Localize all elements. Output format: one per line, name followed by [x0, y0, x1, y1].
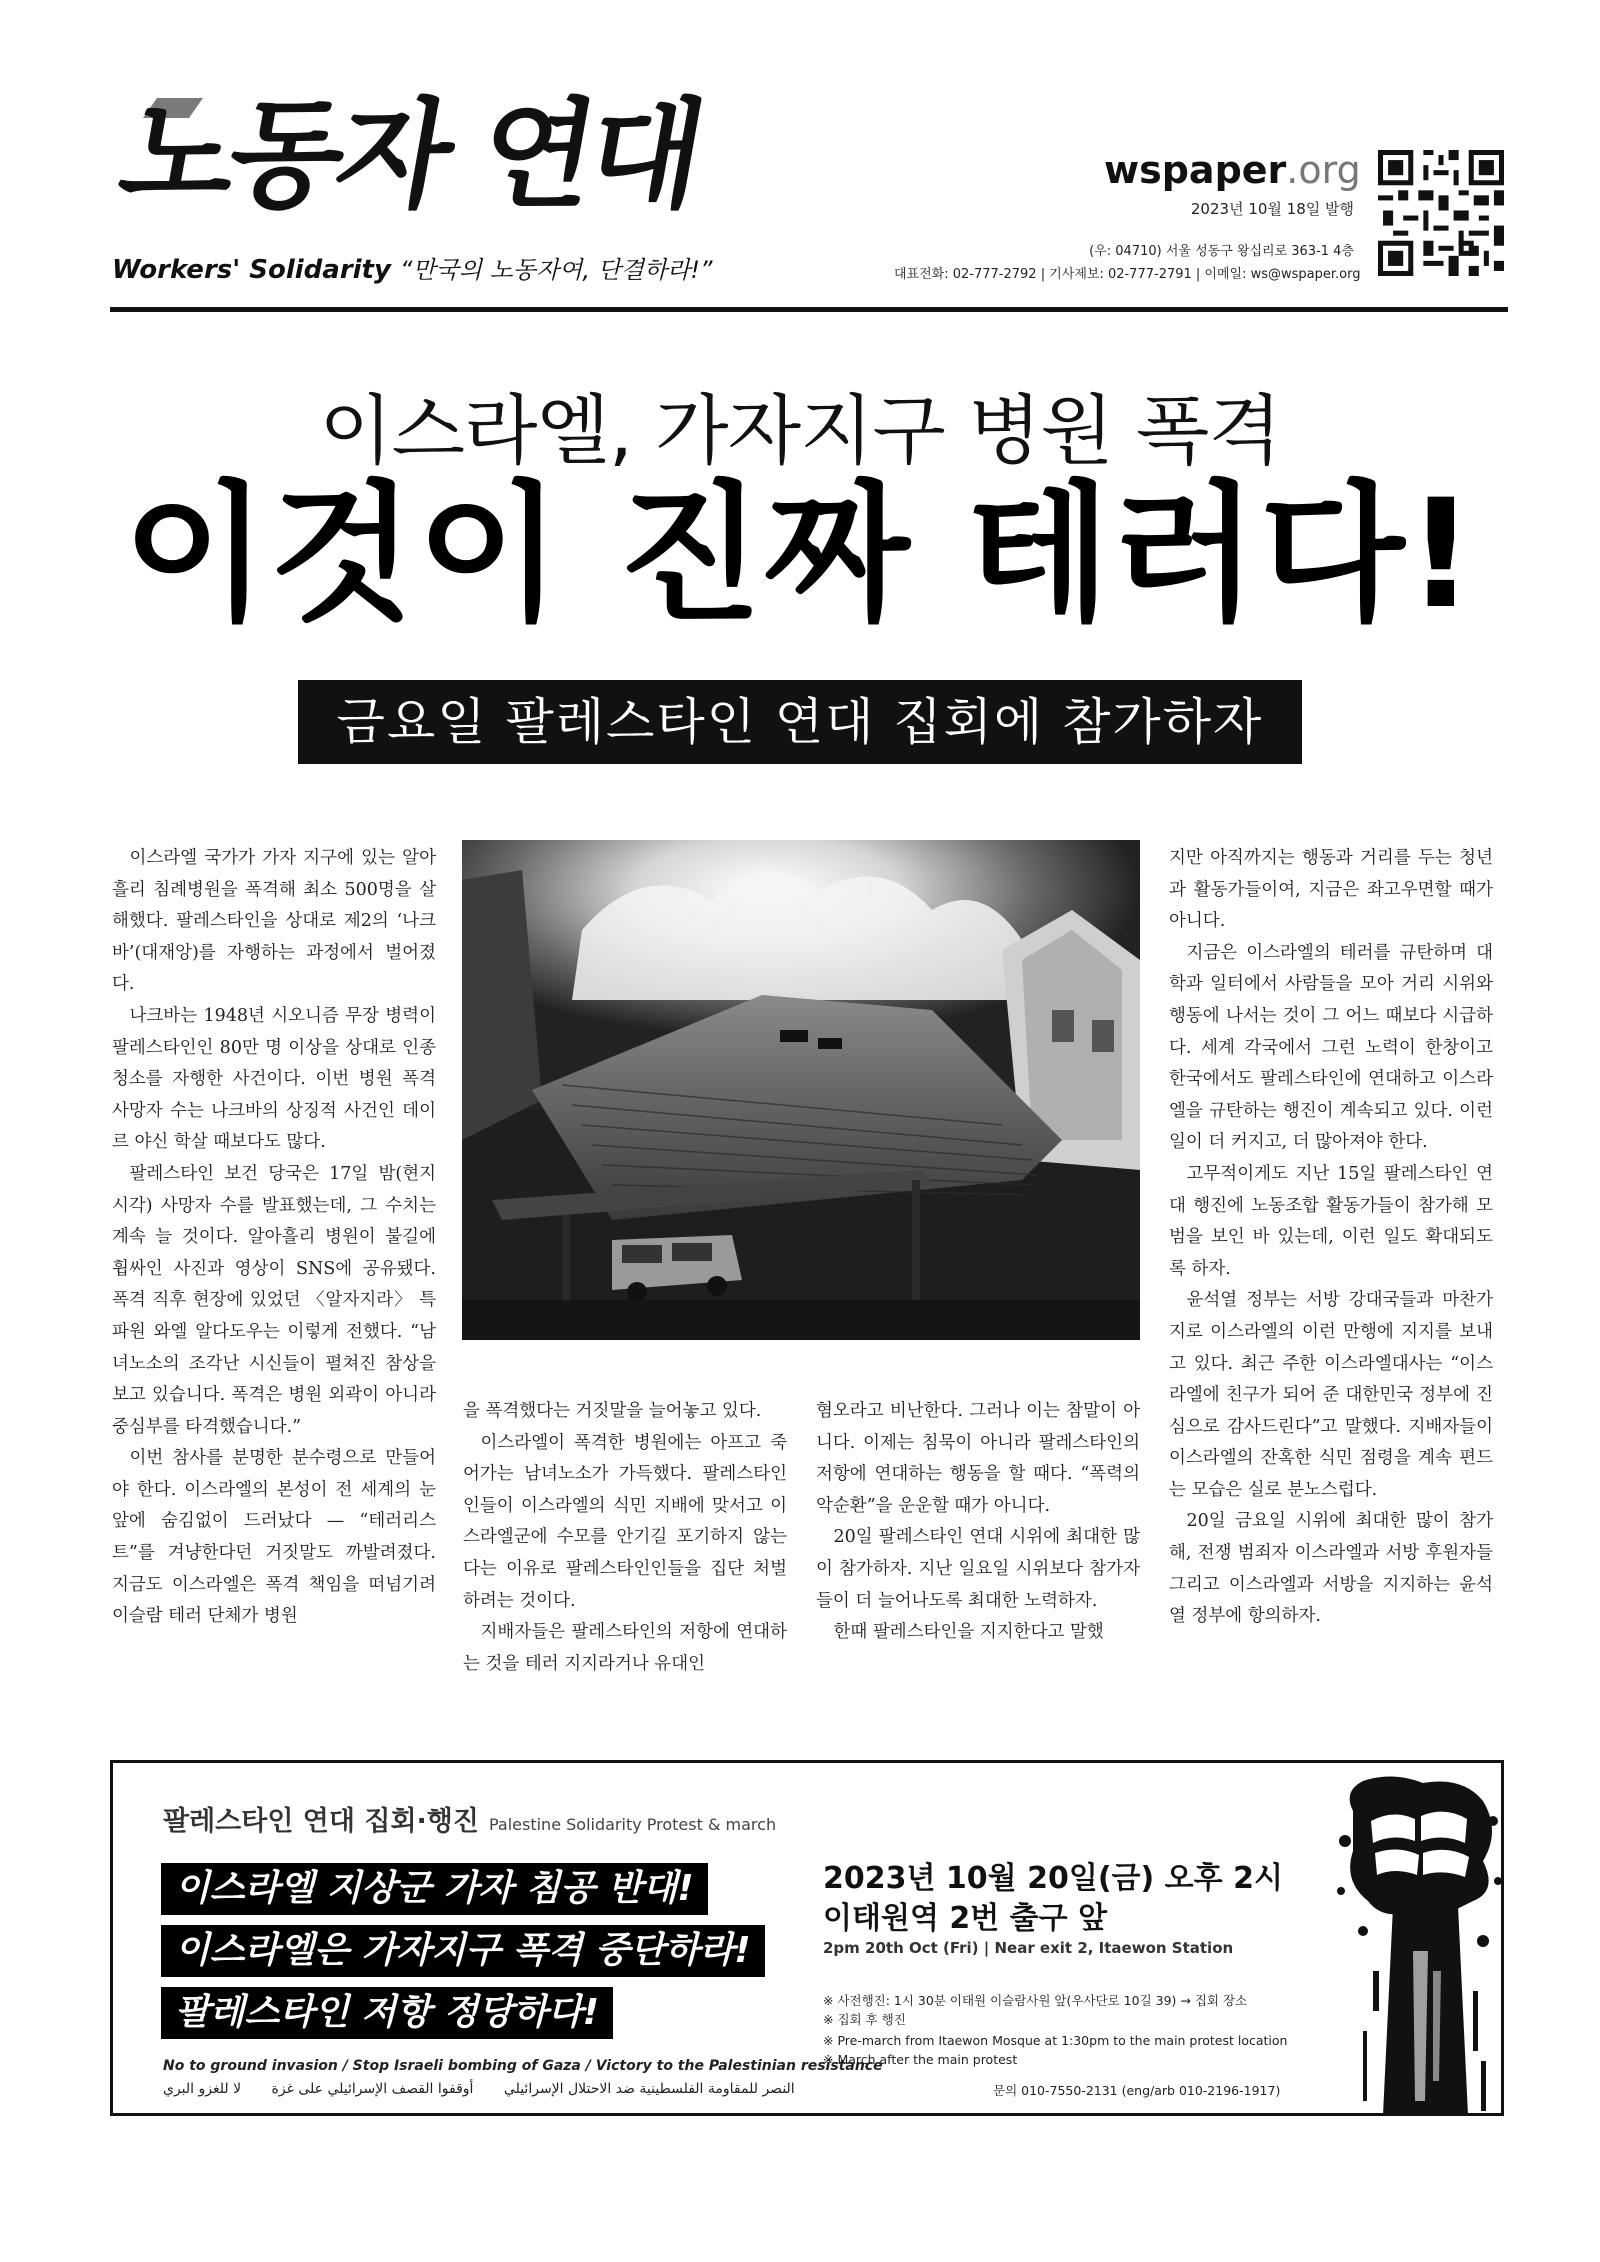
event-title-ko: 팔레스타인 연대 집회·행진 [163, 1806, 479, 1837]
slogan-arabic: لا للغزو البري [163, 2081, 242, 2097]
article-column-2 [463, 1396, 787, 1680]
event-note: ※ March after the main protest [823, 2052, 1018, 2067]
event-ad-box [110, 1760, 1504, 2116]
paragraph: 고무적이게도 지난 15일 팔레스타인 연대 행진에 노동조합 활동가들이 참가해 모범을 보인 바 있는데, 이런 일도 확대되도록 하자. [1169, 1163, 1493, 1279]
event-inquiry: 문의 010-7550-2131 (eng/arb 010-2196-1917) [993, 2083, 1281, 2098]
site-name: wspaper [1104, 148, 1287, 192]
site-tld: .org [1286, 148, 1361, 192]
paragraph: 지배자들은 팔레스타인의 저항에 연대하는 것을 테러 지지라거나 유대인 [463, 1622, 787, 1674]
paragraph: 지금은 이스라엘의 테러를 규탄하며 대학과 일터에서 사람들을 모아 거리 시위와 행동에 나서는 것이 그 어느 때보다 시급하다. 세계 각국에서 그런 노력이 한창이고 한국에서도 팔레스타인에 연대하고 이스라엘을 규탄하는 행진이 계속되고 있다. 이런 일이 더 커지고, 더 많아져야 한다. [1169, 942, 1493, 1153]
event-note: ※ 집회 후 행진 [823, 2012, 906, 2027]
slogans-english: No to ground invasion / Stop Israeli bombing of Gaza / Victory to the Palestinian resistance [163, 2058, 883, 2074]
paragraph: 윤석열 정부는 서방 강대국들과 마찬가지로 이스라엘의 이런 만행에 지지를 보내고 있다. 최근 주한 이스라엘대사는 “이스라엘에 친구가 되어 준 대한민국 정부에 진심으로 감사드린다”고 말했다. 지배자들이 이스라엘의 잔혹한 식민 점령을 계속 편드는 모습은 실로 분노스럽다. [1169, 1290, 1493, 1500]
masthead-logo: 노동자 연대 [110, 86, 710, 224]
paragraph: 나크바는 1948년 시오니즘 무장 병력이 팔레스타인인 80만 명 이상을 상대로 인종 청소를 자행한 사건이다. 이번 병원 폭격 사망자 수는 나크바의 상징적 사건인 데이르 야신 학살 때보다도 많다. [112, 1005, 436, 1153]
event-title-en: Palestine Solidarity Protest & march [488, 1815, 777, 1834]
raised-fist-icon [1333, 1771, 1503, 2115]
event-details-en: 2pm 20th Oct (Fri) | Near exit 2, Itaewon Station [823, 1939, 1234, 1957]
tagline-en: Workers' Solidarity [112, 255, 391, 285]
event-place: 이태원역 2번 출구 앞 [823, 1901, 1108, 1936]
site-url[interactable] [1104, 148, 1361, 192]
article-column-3 [816, 1396, 1140, 1649]
paragraph: 20일 팔레스타인 연대 시위에 최대한 많이 참가하자. 지난 일요일 시위보다 참가자들이 더 늘어나도록 최대한 노력하자. [816, 1527, 1140, 1611]
event-note: ※ 사전행진: 1시 30분 이태원 이슬람사원 앞(우사단로 10길 39) → 집회 장소 [823, 1993, 1248, 2008]
qr-code-icon[interactable] [1378, 150, 1504, 276]
article-column-4 [1169, 843, 1493, 1633]
tagline-slogan: “만국의 노동자여, 단결하라!” [400, 256, 713, 284]
paragraph: 이번 참사를 분명한 분수령으로 만들어야 한다. 이스라엘의 본성이 전 세계의 눈앞에 숨김없이 드러났다 — “테러리스트”를 겨냥한다던 거짓말도 까발려졌다. 지금도 이스라엘은 폭격 책임을 떠넘기려 이슬람 테러 단체가 병원 [112, 1448, 436, 1627]
hero-photo [462, 840, 1140, 1340]
paragraph: 한때 팔레스타인을 지지한다고 말했 [833, 1622, 1104, 1643]
slogan-bar: 팔레스타인 저항 정당하다! [161, 1987, 613, 2039]
event-note: ※ Pre-march from Itaewon Mosque at 1:30pm to the main protest location [823, 2033, 1288, 2048]
subheadline-banner: 금요일 팔레스타인 연대 집회에 참가하자 [298, 680, 1302, 764]
paragraph-continued: 지만 아직까지는 행동과 거리를 두는 청년과 활동가들이여, 지금은 좌고우면할 때가 아니다. [1169, 848, 1493, 932]
paragraph: 20일 금요일 시위에 최대한 많이 참가해, 전쟁 범죄자 이스라엘과 서방 후원자들 그리고 이스라엘과 서방을 지지하는 윤석열 정부에 항의하자. [1169, 1511, 1493, 1627]
slogan-arabic: النصر للمقاومة الفلسطينية ضد الاحتلال الإسرائيلي [503, 2081, 795, 2097]
tagline [112, 250, 712, 285]
slogan-arabic: أوقفوا القصف الإسرائيلي على غزة [271, 2081, 474, 2097]
slogans-arabic [163, 2081, 853, 2097]
paragraph: 팔레스타인 보건 당국은 17일 밤(현지 시각) 사망자 수를 발표했는데, 그 수치는 계속 늘 것이다. 알아흘리 병원이 불길에 휩싸인 사진과 영상이 SNS에 공유됐다. 폭격 직후 현장에 있었던 〈알자지라〉 특파원 와엘 알다도우는 이렇게 전했다. “남녀노소의 조각난 시신들이 펼쳐진 참상을 보고 있습니다. 폭격은 병원 외곽이 아니라 중심부를 타격했습니다.” [112, 1163, 436, 1437]
paragraph-continued: 혐오라고 비난한다. 그러나 이는 참말이 아니다. 이제는 침묵이 아니라 팔레스타인의 저항에 연대하는 행동을 할 때다. “폭력의 악순환”을 운운할 때가 아니다. [816, 1401, 1140, 1516]
paragraph: 이스라엘이 폭격한 병원에는 아프고 죽어가는 남녀노소가 가득했다. 팔레스타인인들이 이스라엘의 식민 지배에 맞서고 이스라엘군에 수모를 안기길 포기하지 않는다는 이유로 팔레스타인인들을 집단 처벌하려는 것이다. [463, 1432, 787, 1611]
headline-kicker: 이스라엘, 가자지구 병원 폭격 [319, 386, 1281, 475]
event-date: 2023년 10월 20일(금) 오후 2시 [823, 1861, 1283, 1896]
paragraph-continued: 을 폭격했다는 거짓말을 늘어놓고 있다. [463, 1401, 762, 1421]
headline-main: 이것이 진짜 테러다! [122, 468, 1478, 642]
issue-date: 2023년 10월 18일 발행 [1190, 200, 1354, 218]
slogan-bar: 이스라엘은 가자지구 폭격 중단하라! [161, 1925, 765, 1977]
article-column-1 [112, 843, 436, 1633]
paragraph: 이스라엘 국가가 가자 지구에 있는 알아흘리 침례병원을 폭격해 최소 500명을 살해했다. 팔레스타인을 상대로 제2의 ‘나크바’(대재앙)를 자행하는 과정에서 벌어졌다. [112, 848, 436, 995]
masthead-rule [110, 307, 1508, 312]
event-title [163, 1799, 776, 1838]
address: (우: 04710) 서울 성동구 왕십리로 363-1 4층 [1089, 244, 1354, 259]
slogan-bar: 이스라엘 지상군 가자 침공 반대! [161, 1863, 708, 1915]
contacts: 대표전화: 02-777-2792 | 기사제보: 02-777-2791 | 이메일: ws@wspaper.org [894, 267, 1361, 282]
